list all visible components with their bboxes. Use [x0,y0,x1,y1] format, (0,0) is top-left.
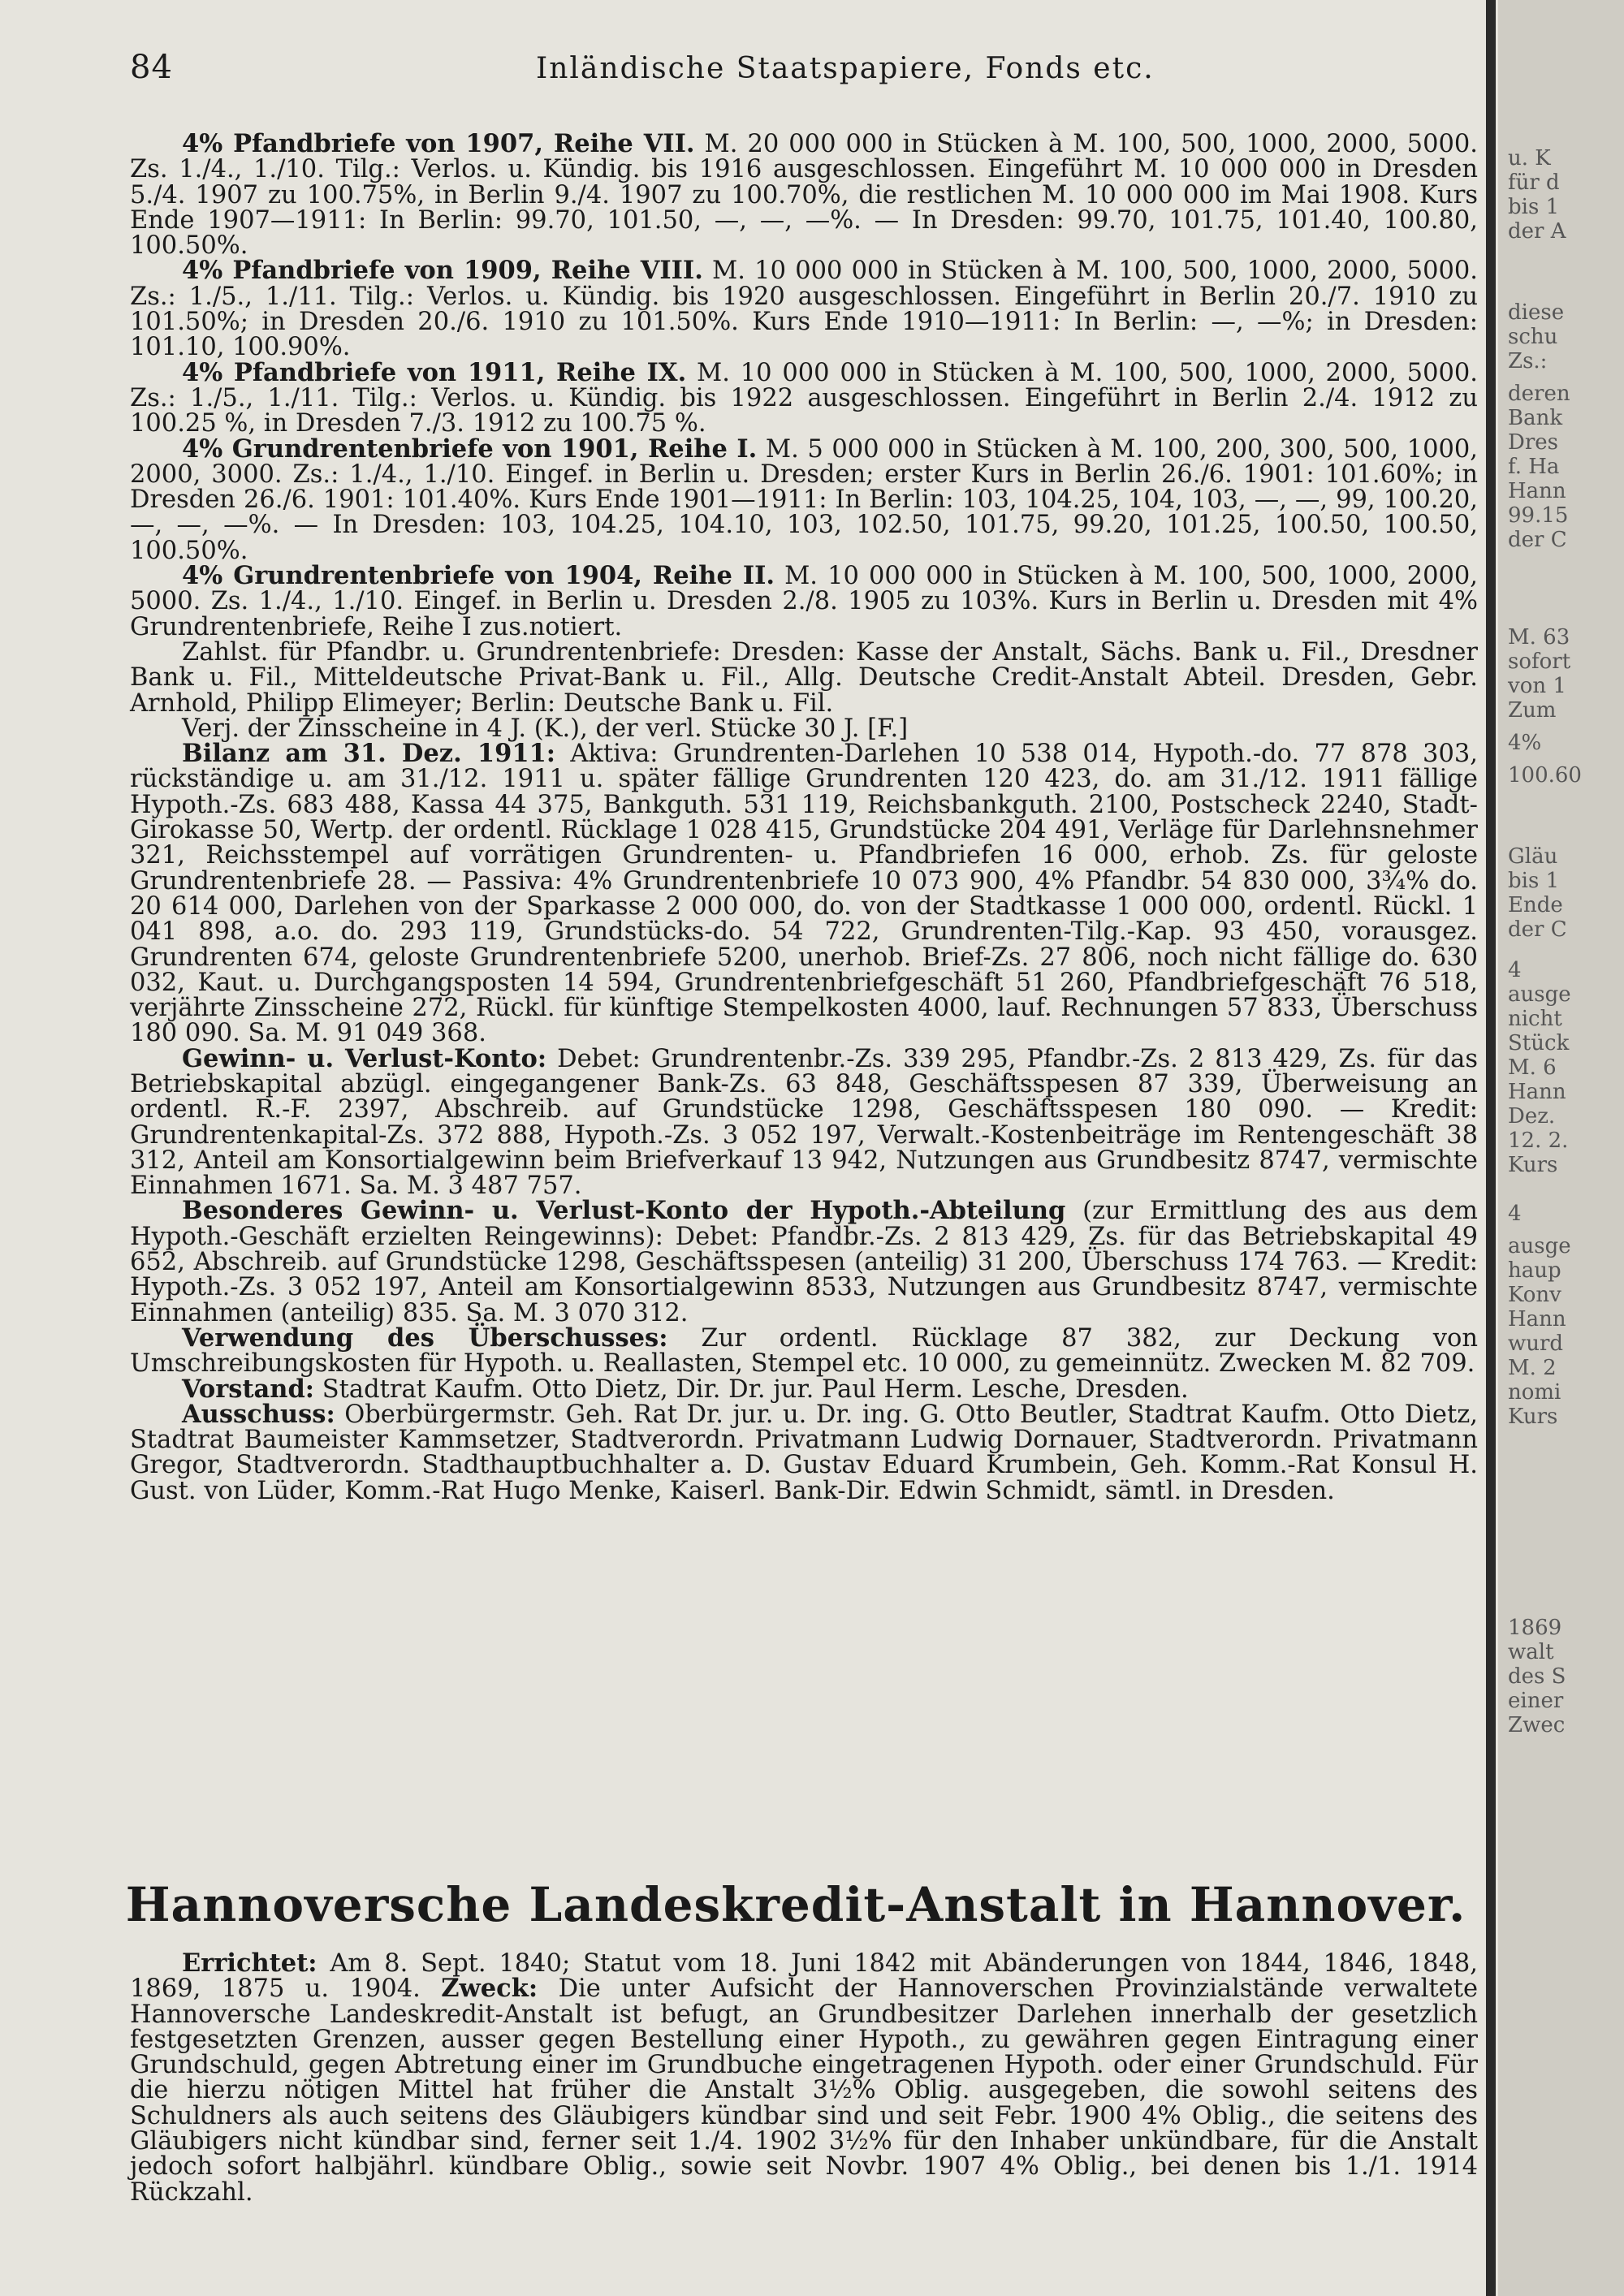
margin-fragment: Kurs [1508,1153,1558,1177]
margin-fragment: bis 1 [1508,869,1560,893]
margin-fragment: für d [1508,170,1560,195]
paragraph-label: 4% Grundrentenbriefe von 1904, Reihe II. [182,561,775,591]
margin-fragment: diese [1508,300,1565,325]
paragraph [130,434,1478,565]
margin-fragment: 4% [1508,731,1542,755]
margin-fragment: Zwec [1508,1713,1566,1737]
paragraph-text: M. 10 000 000 in Stücken à M. 100, 500, 1000, 2000, 5000. Zs. 1./4., 1./10. Eingef. in Berlin u. Dresden 2./8. 1905 zu 103%. Kurs in Berlin u. Dresden mit 4% Grundrentenbriefe, Reihe I zus.notiert. [130,562,1478,641]
paragraph-label: Gewinn- u. Verlust-Konto: [182,1043,547,1073]
paragraph-text: Am 8. Sept. 1840; Statut vom 18. Juni 1842 mit Abänderungen von 1844, 1846, 1848, 1869, 1875 u. 1904. [130,1949,1478,2004]
margin-fragment: Hann [1508,479,1566,503]
paragraph-label: 4% Grundrentenbriefe von 1901, Reihe I. [182,434,758,464]
paragraph-label: 4% Pfandbriefe von 1909, Reihe VIII. [182,256,703,286]
page-gutter [1486,0,1496,2296]
paragraph [130,716,1478,741]
paragraph [130,1043,1478,1201]
paragraph-label: 4% Pfandbriefe von 1907, Reihe VII. [182,129,695,158]
paragraph [130,1399,1478,1505]
paragraph-text: Debet: Grundrentenbr.-Zs. 339 295, Pfandbr.-Zs. 2 813 429, Zs. für das Betriebskapital abzügl. eingegangener Bank-Zs. 63 848, Geschäftsspesen 87 339, Überweisung an ordentl. R.-F. 2397, Abschreib. auf Grundstücke 1298, Geschäftsspesen 180 090. — Kredit: Grundrentenkapital-Zs. 372 888, Hypoth.-Zs. 3 052 197, Verwalt.-Kostenbeiträge im Rentengeschäft 38 312, Anteil am Konsortialgewinn beim Briefverkauf 13 942, Nutzungen aus Grundbesitz 8747, vermischte Einnahmen 1671. Sa. M. 3 487 757. [130,1044,1478,1201]
margin-fragment: Zum [1508,698,1557,723]
margin-fragment: Gläu [1508,844,1558,869]
paragraph [130,1951,1478,2205]
paragraph [130,1198,1478,1325]
paragraph [130,258,1478,360]
margin-fragment: 12. 2. [1508,1129,1569,1153]
paragraph [130,357,1478,438]
margin-fragment: nicht [1508,1007,1562,1031]
margin-fragment: nomi [1508,1380,1561,1405]
margin-fragment: 4 [1508,958,1522,982]
margin-fragment: deren [1508,382,1570,406]
paragraph-text: M. 10 000 000 in Stücken à M. 100, 500, 1000, 2000, 5000. Zs.: 1./5., 1./11. Tilg.: Verlos. u. Kündig. bis 1922 ausgeschlossen. Eingeführt in Berlin 2./4. 1912 zu 100.25 %, in Dresden 7./3. 1912 zu 100.75 %. [130,358,1478,438]
paragraph-text: Verj. der Zinsscheine in 4 J. (K.), der verl. Stücke 30 J. [F.] [182,714,909,743]
paragraph-label: Verwendung des Überschusses: [182,1323,668,1353]
margin-fragment: Ende [1508,893,1563,917]
paragraph-text: M. 20 000 000 in Stücken à M. 100, 500, 1000, 2000, 5000. Zs. 1./4., 1./10. Tilg.: Verlos. u. Kündig. bis 1916 ausgeschlossen. Eingeführt M. 10 000 000 in Dresden 5./4. 1907 zu 100.75%, in Berlin 9./4. 1907 zu 100.70%, die restlichen M. 10 000 000 im Mai 1908. Kurs Ende 1907—1911: In Berlin: 99.70, 101.50, —, —, —%. — In Dresden: 99.70, 101.75, 101.40, 100.80, 100.50%. [130,130,1478,261]
page-number: 84 [130,49,173,86]
paragraph-text: M. 5 000 000 in Stücken à M. 100, 200, 300, 500, 1000, 2000, 3000. Zs.: 1./4., 1./10. Eingef. in Berlin u. Dresden; erster Kurs in Berlin 26./6. 1901: 101.60%; in Dresden 26./6. 1901: 101.40%. Kurs Ende 1901—1911: In Berlin: 103, 104.25, 104, 103, —, —, 99, 100.20, —, —, —%. — In Dresden: 103, 104.25, 104.10, 103, 102.50, 101.75, 99.20, 101.25, 100.50, 100.50, 100.50%. [130,434,1478,565]
paragraph-label: Bilanz am 31. Dez. 1911: [182,739,556,769]
margin-fragment: 99.15 [1508,503,1569,528]
margin-fragment: ausge [1508,1234,1571,1258]
margin-fragment: 1869 [1508,1616,1562,1640]
margin-fragment: des S [1508,1664,1566,1689]
margin-fragment: 4 [1508,1202,1522,1226]
margin-fragment: Zs.: [1508,349,1548,373]
paragraph [130,1323,1478,1379]
margin-fragment: M. 6 [1508,1055,1557,1080]
page-header [130,49,1336,89]
margin-fragment: 100.60 [1508,763,1582,788]
paragraph [130,129,1478,261]
section-text [130,1951,1478,2205]
margin-fragment: der A [1508,219,1566,244]
paragraph [130,563,1478,640]
paragraph-label: Vorstand: [182,1374,315,1404]
margin-fragment: M. 2 [1508,1356,1557,1380]
paragraph [130,637,1478,718]
margin-fragment: M. 63 [1508,625,1570,650]
paragraph [130,1374,1478,1404]
margin-fragment: von 1 [1508,674,1566,698]
margin-fragment: schu [1508,325,1558,349]
margin-fragment: Bank [1508,406,1563,430]
margin-fragment: der C [1508,917,1567,942]
margin-fragment: ausge [1508,982,1571,1007]
margin-fragment: walt [1508,1640,1554,1664]
paragraph-text: M. 10 000 000 in Stücken à M. 100, 500, 1000, 2000, 5000. Zs.: 1./5., 1./11. Tilg.: Verlos. u. Kündig. bis 1920 ausgeschlossen. Eingeführt in Berlin 20./7. 1910 zu 101.50%; in Dresden 20./6. 1910 zu 101.50%. Kurs Ende 1910—1911: In Berlin: —, —%; in Dresden: 101.10, 100.90%. [130,257,1478,362]
paragraph-text: Zur ordentl. Rücklage 87 382, zur Deckung von Umschreibungskosten für Hypoth. u. Reallasten, Stempel etc. 10 000, zu gemeinnütz. Zwecken M. 82 709. [130,1323,1478,1379]
paragraph-label: Ausschuss: [182,1399,335,1429]
paragraph-label: Errichtet: [182,1949,317,1978]
margin-fragment: Hann [1508,1080,1566,1104]
margin-fragment: f. Ha [1508,455,1560,479]
margin-fragment: u. K [1508,146,1551,170]
paragraph-label: 4% Pfandbriefe von 1911, Reihe IX. [182,357,687,387]
margin-fragment: bis 1 [1508,195,1560,219]
margin-fragment: wurd [1508,1331,1564,1356]
margin-fragment: Kurs [1508,1405,1558,1429]
paragraph-label: Zweck: [441,1974,538,2004]
margin-fragment: haup [1508,1258,1561,1283]
margin-fragment: Dez. [1508,1104,1556,1129]
margin-fragment: einer [1508,1689,1564,1713]
margin-fragment: Konv [1508,1283,1561,1307]
margin-fragment: Hann [1508,1307,1566,1331]
paragraph [130,741,1478,1047]
margin-fragment: Dres [1508,430,1559,455]
main-text [130,129,1478,1505]
margin-fragment: Stück [1508,1031,1570,1055]
margin-fragment: sofort [1508,650,1571,674]
paragraph-text: Stadtrat Kaufm. Otto Dietz, Dir. Dr. jur. Paul Herm. Lesche, Dresden. [322,1375,1189,1404]
paragraph-text: Zahlst. für Pfandbr. u. Grundrentenbriefe: Dresden: Kasse der Anstalt, Sächs. Bank u. Fil., Dresdner Bank u. Fil., Mitteldeutsche Privat-Bank u. Fil., Allg. Deutsche Credit-Anstalt Abteil. Dresden, Gebr. Arnhold, Philipp Elimeyer; Berlin: Deutsche Bank u. Fil. [130,637,1478,718]
paragraph-text: (zur Ermittlung des aus dem Hypoth.-Geschäft erzielten Reingewinns): Debet: Pfandbr.-Zs. 2 813 429, Zs. für das Betriebskapital 49 652, Abschreib. auf Grundstücke 1298, Geschäftsspesen (anteilig) 31 200, Überschuss 174 763. — Kredit: Hypoth.-Zs. 3 052 197, Anteil am Konsortialgewinn 8533, Nutzungen aus Grundbesitz 8747, vermischte Einnahmen (anteilig) 835. Sa. M. 3 070 312. [130,1197,1478,1327]
section-heading: Hannoversche Landeskredit-Anstalt in Hannover. [125,1877,1466,1932]
paragraph-text: Aktiva: Grundrenten-Darlehen 10 538 014, Hypoth.-do. 77 878 303, rückständige u. am 31./12. 1911 u. später fällige Grundrenten 120 423, do. am 31./12. 1911 fällige Hypoth.-Zs. 683 488, Kassa 44 375, Bankguth. 531 119, Reichsbankguth. 2100, Postscheck 2240, Stadt-Girokasse 50, Wertp. der ordentl. Rücklage 1 028 415, Grundstücke 204 491, Verläge für Darlehnsnehmer 321, Reichsstempel auf vorrätigen Grundrenten- u. Pfandbriefen 16 000, erhob. Zs. für geloste Grundrentenbriefe 28. — Passiva: 4% Grundrentenbriefe 10 073 900, 4% Pfandbr. 54 830 000, 3¾% do. 20 614 000, Darlehen von der Sparkasse 2 000 000, do. von der Stadtkasse 1 000 000, ordentl. Rückl. 1 041 898, a.o. do. 293 119, Grundstücks-do. 54 722, Grundrenten-Tilg.-Kap. 93 450, vorausgez. Grundrenten 674, geloste Grundrentenbriefe 5200, unerhob. Brief-Zs. 27 806, noch nicht fällige do. 630 032, Kaut. u. Durchgangsposten 14 594, Grundrentenbriefgeschäft 51 260, Pfandbriefgeschäft 76 518, verjährte Zinsscheine 272, Rückl. für künftige Stempelkosten 4000, lauf. Rechnungen 57 833, Überschuss 180 090. Sa. M. 91 049 368. [130,740,1478,1048]
paragraph-label: Besonderes Gewinn- u. Verlust-Konto der Hypoth.-Abteilung [182,1196,1066,1226]
adjacent-page-edge [1498,0,1624,2296]
paragraph-text: Oberbürgermstr. Geh. Rat Dr. jur. u. Dr. ing. G. Otto Beutler, Stadtrat Kaufm. Otto Dietz, Stadtrat Baumeister Kammsetzer, Stadtverordn. Privatmann Ludwig Dornauer, Stadtverordn. Privatmann Gregor, Stadtverordn. Stadthauptbuchhalter a. D. Gustav Eduard Krumbein, Geh. Komm.-Rat Konsul H. Gust. von Lüder, Komm.-Rat Hugo Menke, Kaiserl. Bank-Dir. Edwin Schmidt, sämtl. in Dresden. [130,1400,1478,1505]
margin-fragment: der C [1508,528,1567,552]
paragraph-text: Die unter Aufsicht der Hannoverschen Provinzialstände verwaltete Hannoversche Landeskredit-Anstalt ist befugt, an Grundbesitzer Darlehen innerhalb der gesetzlich festgesetzten Grenzen, ausser gegen Bestellung einer Hypoth., zu gewähren gegen Eintragung einer Grundschuld, gegen Abtretung einer im Grundbuche eingetragenen Hypoth. oder einer Grundschuld. Für die hierzu nötigen Mittel hat früher die Anstalt 3½% Oblig. ausgegeben, die sowohl seitens des Schuldners als auch seitens des Gläubigers kündbar sind und seit Febr. 1900 4% Oblig., die seitens des Gläubigers nicht kündbar sind, ferner seit 1./4. 1902 3½% für den Inhaber unkündbare, für die Anstalt jedoch sofort halbjährl. kündbare Oblig., sowie seit Novbr. 1907 4% Oblig., bei denen bis 1./1. 1914 Rückzahl. [130,1974,1478,2207]
running-title: Inländische Staatspapiere, Fonds etc. [536,52,1155,85]
